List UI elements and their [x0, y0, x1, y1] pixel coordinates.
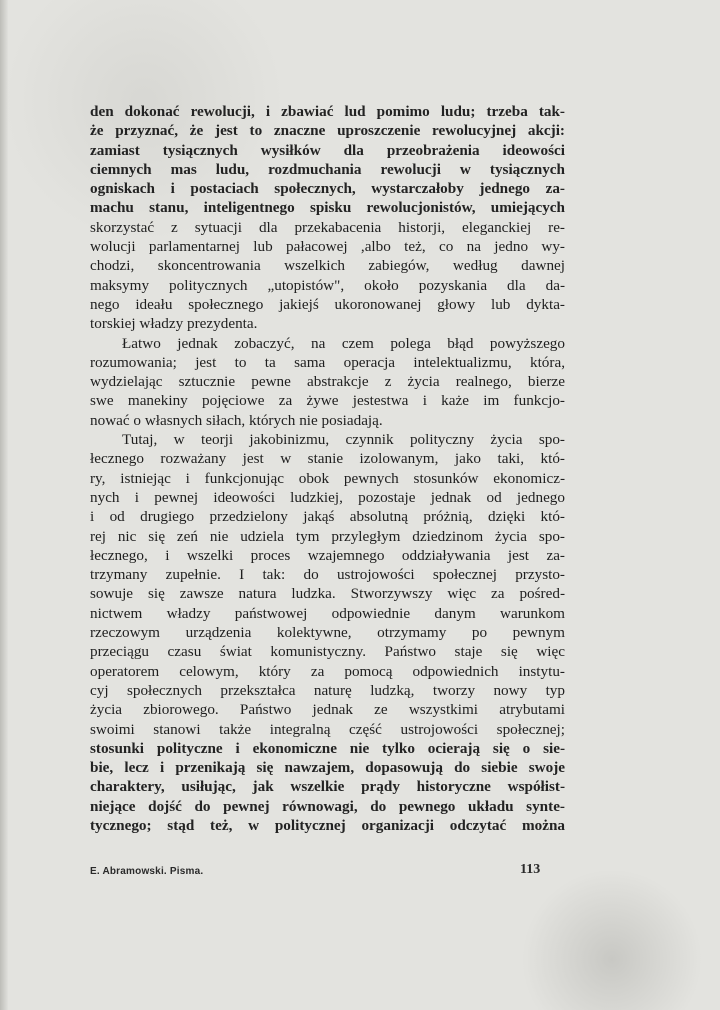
- text-line: wolucji parlamentarnej lub pałacowej ,albo też, co na jedno wy-: [90, 238, 565, 256]
- text-line: stosunki polityczne i ekonomiczne nie tylko ocierają się o sie-: [90, 739, 565, 757]
- text-line: torskiej władzy prezydenta.: [90, 315, 258, 333]
- text-line: wydzielając sztucznie pewne abstrakcje z życia realnego, bierze: [90, 373, 565, 391]
- page-edge-shadow: [0, 0, 8, 1010]
- text-line: zamiast tysiącznych wysiłków dla przeobrażenia ideowości: [90, 141, 565, 159]
- text-line: trzymany zupełnie. I tak: do ustrojowości społecznej przysto-: [90, 566, 565, 584]
- text-line: operatorem celowym, który za pomocą odpowiednich instytu-: [90, 662, 565, 680]
- text-line: charaktery, usiłując, jak wszelkie prądy historyczne współist-: [90, 778, 565, 796]
- text-line: swoimi stanowi także integralną część ustrojowości społecznej;: [90, 720, 565, 738]
- text-line: rej nic się zeń nie udziela tym przyległym dziedzinom życia spo-: [90, 527, 565, 545]
- text-line: niejące dojść do pewnej równowagi, do pewnego układu synte-: [90, 797, 565, 815]
- text-line: maksymy politycznych „utopistów", około pozyskania dla da-: [90, 276, 565, 294]
- text-line: skorzystać z sytuacji dla przekabacenia historji, eleganckiej re-: [90, 218, 565, 236]
- body-text: [90, 102, 565, 835]
- text-line: nować o własnych siłach, których nie posiadają.: [90, 411, 383, 429]
- text-line: bie, lecz i przenikają się nawzajem, dopasowują do siebie swoje: [90, 759, 565, 777]
- text-line: rozumowania; jest to ta sama operacja intelektualizmu, która,: [90, 353, 565, 371]
- text-line: den dokonać rewolucji, i zbawiać lud pomimo ludu; trzeba tak-: [90, 103, 565, 120]
- text-line: nych i pewnej ideowości ludzkiej, pozostaje jednak od jednego: [90, 488, 565, 506]
- text-line: ry, istniejąc i funkcjonując obok pewnych stosunków ekonomicz-: [90, 469, 565, 487]
- text-line: nictwem władzy państwowej odpowiednie danym warunkom: [90, 604, 565, 622]
- text-line: rzeczowym urządzenia kolektywne, otrzymamy po pewnym: [90, 624, 565, 642]
- paragraph-start-line: Łatwo jednak zobaczyć, na czem polega błąd powyższego: [122, 334, 565, 352]
- text-line: ogniskach i postaciach społecznych, wystarczałoby jednego za-: [90, 180, 565, 198]
- text-line: machu stanu, inteligentnego spisku rewolucjonistów, umiejących: [90, 199, 565, 217]
- text-line: i od drugiego przedzielony jakąś absolutną próżnią, dzięki któ-: [90, 508, 565, 526]
- text-line: nego ideału społecznego jakiejś ukoronowanej głowy lub dykta-: [90, 295, 565, 313]
- text-line: ciemnych mas ludu, rozdmuchania rewolucji w tysiącznych: [90, 160, 565, 178]
- text-line: chodzi, skoncentrowania wszelkich zabiegów, według dawnej: [90, 257, 565, 275]
- text-line: przeciągu czasu świat komunistyczny. Państwo staje się więc: [90, 643, 565, 661]
- footer-source-note: E. Abramowski. Pisma.: [90, 866, 204, 877]
- text-line: sowuje się zawsze natura ludzka. Stworzywszy więc za pośred-: [90, 585, 565, 603]
- text-line: łecznego rozważany jest w stanie izolowanym, jako taki, któ-: [90, 450, 565, 468]
- text-line: swe manekiny pojęciowe za żywe jestestwa i każe im funkcjo-: [90, 392, 565, 410]
- text-line: że przyznać, że jest to znaczne uproszczenie rewolucyjnej akcji:: [90, 122, 565, 140]
- text-line: życia zbiorowego. Państwo jednak ze wszystkimi atrybutami: [90, 701, 565, 719]
- text-line: cyj społecznych przekształca naturę ludzką, tworzy nowy typ: [90, 681, 565, 699]
- text-line: łecznego, i wszelki proces wzajemnego oddziaływania jest za-: [90, 546, 565, 564]
- paragraph-start-line: Tutaj, w teorji jakobinizmu, czynnik polityczny życia spo-: [122, 431, 565, 449]
- page-number: 113: [520, 862, 541, 877]
- text-line: tycznego; stąd też, w politycznej organizacji odczytać można: [90, 816, 565, 834]
